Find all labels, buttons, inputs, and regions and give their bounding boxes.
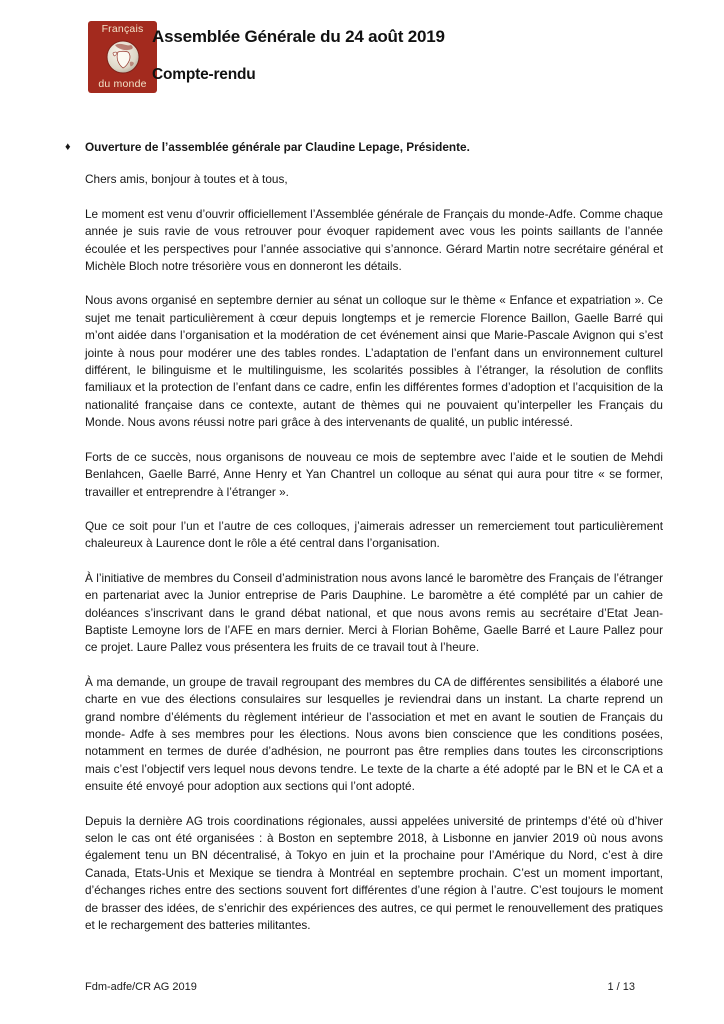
footer-page-number: 1 / 13	[607, 981, 635, 993]
diamond-bullet-icon: ♦	[65, 141, 71, 153]
document-body	[65, 139, 663, 934]
paragraph-greeting: Chers amis, bonjour à toutes et à tous,	[85, 172, 288, 187]
paragraph-opening: Le moment est venu d’ouvrir officiellement l’Assemblée générale de Français du monde-Adfe. Comme chaque année je suis ravie de vous retrouver pour évoquer rapidement avec vous les points saillants de l’année écoulée et les perspectives pour l’année associative qui s’annonce. Gérard Martin notre secrétaire général et Michèle Bloch notre trésorière vous en donneront les détails.	[85, 206, 663, 274]
footer-doc-ref: Fdm-adfe/CR AG 2019	[85, 981, 197, 993]
page-footer	[85, 981, 635, 993]
logo-top-label: Français	[101, 23, 144, 35]
org-logo	[88, 21, 157, 93]
paragraph-coordinations: Depuis la dernière AG trois coordinations régionales, aussi appelées université de printemps d’été où d’hiver selon le cas ont été organisées : à Boston en septembre 2018, à Lisbonne en janvier 2019 où nous avons également tenu un BN décentralisé, à Tokyo en juin et la prochaine pour l’Amérique du Nord, c’est à dire Canada, Etats-Unis et Mexique se tiendra à Montréal en septembre prochain. C’est un moment important, d’échanges riches entre des sections souvent fort différentes d’une région à l’autre. C’est toujours le moment de brasser des idées, de s’enrichir des expériences des autres, ce qui permet le renouvellement des pratiques et le rechargement des batteries militantes.	[85, 813, 663, 933]
document-title: Assemblée Générale du 24 août 2019	[152, 27, 445, 46]
document-subtitle: Compte-rendu	[152, 66, 256, 83]
globe-icon	[105, 39, 141, 75]
section-heading-text: Ouverture de l’assemblée générale par Claudine Lepage, Présidente.	[85, 140, 470, 154]
paragraph-barometre: À l’initiative de membres du Conseil d’administration nous avons lancé le baromètre des Français de l’étranger en partenariat avec la Junior entreprise de Paris Dauphine. Le baromètre a été complété par un cahier de doléances s’inscrivant dans le grand débat national, et que nous avons remis au secrétaire d’Etat Jean-Baptiste Lemoyne lors de l’AFE en mars dernier. Merci à Florian Bohême, Gaelle Barré et Laure Pallez pour ce projet. Laure Pallez vous présentera les fruits de ce travail tout à l’heure.	[85, 570, 663, 655]
paragraph-colloque-septembre: Forts de ce succès, nous organisons de nouveau ce mois de septembre avec l’aide et le soutien de Mehdi Benlahcen, Gaelle Barré, Anne Henry et Yan Chantrel un colloque au sénat qui aura pour titre « se former, travailler et entreprendre à l’étranger ».	[85, 449, 663, 499]
paragraph-charte: À ma demande, un groupe de travail regroupant des membres du CA de différentes sensibilités a élaboré une charte en vue des élections consulaires sur lesquelles je reviendrai dans un instant. La charte reprend un grand nombre d’éléments du règlement intérieur de l’association et met en avant le soutien de Français du monde- Adfe à ses membres pour les élections. Nous avons bien conscience que les conditions posées, notamment en termes de durée d’adhésion, ne pourront pas être remplies dans toutes les circonscriptions mais c’est l’objectif vers lequel nous devons tendre. Le texte de la charte a été adopté par le BN et le CA et a ensuite été envoyé pour adoption aux sections qui l’ont adopté.	[85, 674, 663, 794]
logo-bottom-label: du monde	[98, 78, 147, 90]
header	[152, 27, 445, 84]
section-heading	[65, 139, 663, 156]
paragraph-colloque-enfance: Nous avons organisé en septembre dernier au sénat un colloque sur le thème « Enfance et expatriation ». Ce sujet me tenait particulièrement à cœur depuis longtemps et je remercie Florence Baillon, Gaelle Barré qui m’ont aidée dans l’organisation et la modération de cet événement ainsi que Marie-Pascale Avignon qui s’est jointe à nous pour modérer une des tables rondes. L’adaptation de l’enfant dans un environnement culturel différent, le bilinguisme et le multilinguisme, les scolarités possibles à l’étranger, la résolution de conflits familiaux et la protection de l’enfant dans ce cadre, enfin les différentes formes d’adoption et l’acquisition de la nationalité française dans ce contexte, autant de thèmes qui ne pouvaient qu’interpeller les Français du Monde. Nous avons réussi notre pari grâce à des intervenants de qualité, un public intéressé.	[85, 293, 663, 430]
paragraph-remerciement-laurence: Que ce soit pour l’un et l’autre de ces colloques, j’aimerais adresser un remerciement tout particulièrement chaleureux à Laurence dont le rôle a été central dans l’organisation.	[85, 518, 663, 551]
